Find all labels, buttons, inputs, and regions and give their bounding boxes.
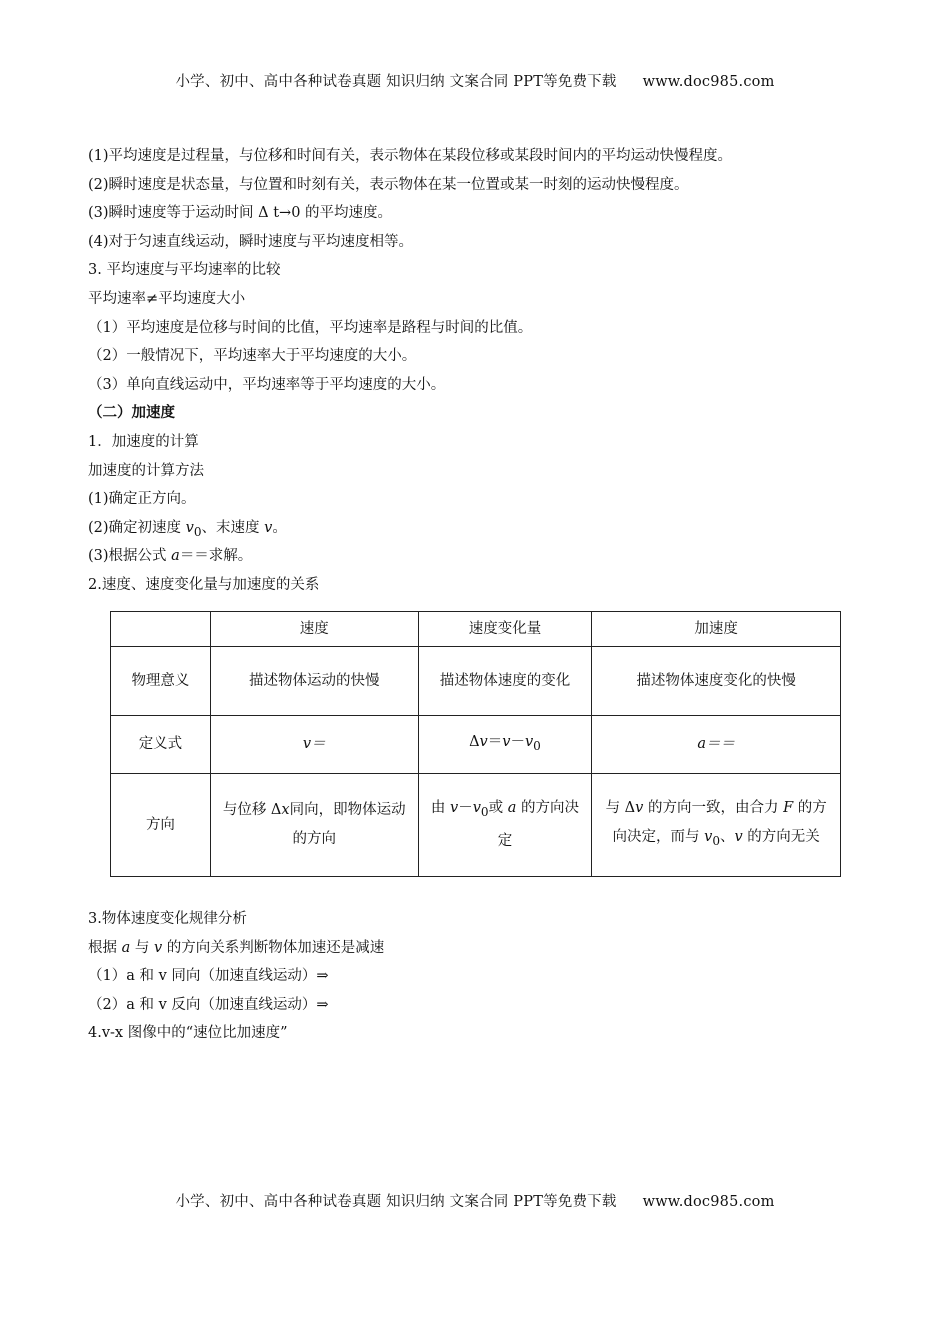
table-row (111, 647, 841, 716)
text-line: (4)对于匀速直线运动，瞬时速度与平均速度相等。 (88, 233, 414, 250)
text-line: （2）一般情况下，平均速率大于平均速度的大小。 (88, 348, 417, 365)
table-cell: 与 Δv 的方向一致，由合力 F 的方向决定，而与 $v_0$、v 的方向无关 (592, 774, 841, 877)
table-row (111, 774, 841, 877)
text-line-initial-velocity: (2)确定初速度 $v_0$、末速度 v。 (88, 519, 287, 539)
table-header-cell: 速度 (210, 612, 418, 647)
table-header-row (111, 612, 841, 647)
header-text: 小学、初中、高中各种试卷真题 知识归纳 文案合同 PPT等免费下载 (175, 74, 617, 90)
text-line: 根据 a 与 v 的方向关系判断物体加速还是减速 (88, 939, 385, 956)
text-line: (3)瞬时速度等于运动时间 Δ t→0 的平均速度。 (88, 205, 393, 222)
section-heading: 3. 平均速度与平均速率的比较 (88, 262, 281, 279)
footer-text: 小学、初中、高中各种试卷真题 知识归纳 文案合同 PPT等免费下载 (175, 1194, 617, 1210)
table-cell (111, 612, 211, 647)
table-cell: 方向 (111, 774, 211, 877)
text-line: (1)确定正方向。 (88, 491, 196, 508)
text-line: （1）平均速度是位移与时间的比值，平均速率是路程与时间的比值。 (88, 319, 533, 336)
text-line: 平均速率≠平均速度大小 (88, 290, 246, 307)
text-line: 加速度的计算方法 (88, 462, 204, 479)
table-header-cell: 加速度 (592, 612, 841, 647)
table-cell: 描述物体速度变化的快慢 (592, 647, 841, 716)
page-header (0, 70, 950, 91)
text-line: （1）a 和 v 同向（加速直线运动）⇒ (88, 968, 329, 985)
footer-site-link[interactable]: www.doc985.com (642, 1194, 775, 1210)
table-cell: 定义式 (111, 716, 211, 774)
section-heading: 3.物体速度变化规律分析 (88, 911, 247, 927)
text-line: （3）单向直线运动中，平均速率等于平均速度的大小。 (88, 376, 446, 393)
table-cell: a＝＝ (592, 716, 841, 774)
text-line: (2)瞬时速度是状态量，与位置和时刻有关，表示物体在某一位置或某一时刻的运动快慢程度。 (88, 176, 689, 193)
body-text-after-table (88, 905, 858, 1048)
text-line-formula: (3)根据公式 a＝＝求解。 (88, 548, 253, 565)
table-cell: 物理意义 (111, 647, 211, 716)
section-heading: 4.v-x 图像中的“速位比加速度” (88, 1025, 288, 1042)
page-footer (0, 1190, 950, 1211)
table-row (111, 716, 841, 774)
table-header-cell: 速度变化量 (418, 612, 592, 647)
text-line: （2）a 和 v 反向（加速直线运动）⇒ (88, 996, 329, 1013)
text-line: (1)平均速度是过程量，与位移和时间有关，表示物体在某段位移或某段时间内的平均运动快慢程度。 (88, 148, 733, 164)
table-cell: 由 $v-v_0$或 a 的方向决定 (418, 774, 592, 877)
header-site-link[interactable]: www.doc985.com (642, 74, 775, 90)
section-heading: 1．加速度的计算 (88, 433, 199, 450)
body-text (88, 142, 858, 600)
section-heading-acceleration: （二）加速度 (88, 404, 175, 422)
table-cell: 描述物体运动的快慢 (210, 647, 418, 716)
comparison-table (110, 611, 841, 877)
table-cell: 描述物体速度的变化 (418, 647, 592, 716)
table-cell: 与位移 Δx同向，即物体运动的方向 (210, 774, 418, 877)
table-cell: v＝ (210, 716, 418, 774)
section-heading: 2.速度、速度变化量与加速度的关系 (88, 576, 320, 593)
table-cell: $\Delta v=v-v_0$ (418, 716, 592, 774)
